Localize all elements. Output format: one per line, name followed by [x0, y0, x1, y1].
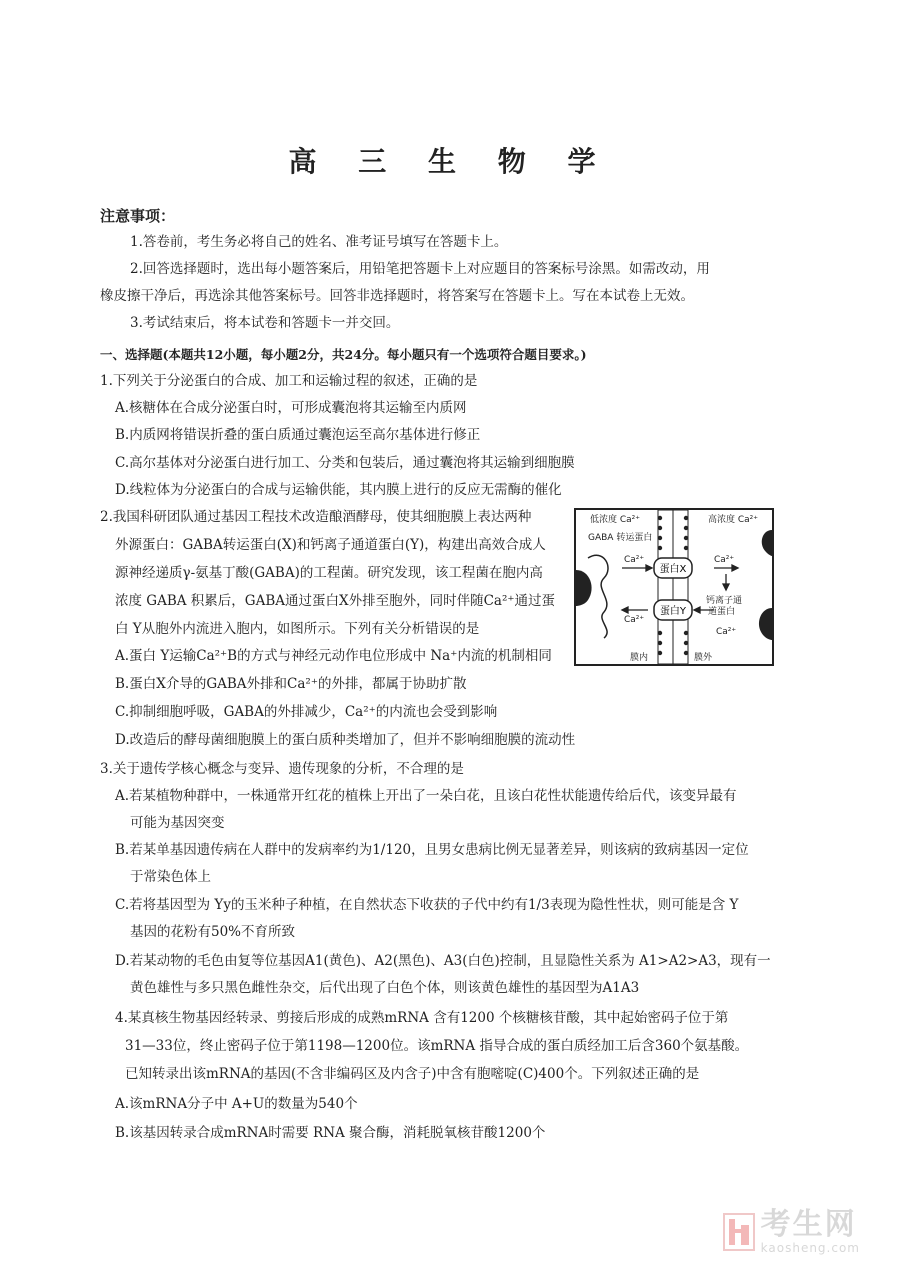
- q2-stem-5: 白 Y从胞外内流进入胞内，如图所示。下列有关分析错误的是: [115, 621, 480, 637]
- label-ca-1: Ca²⁺: [624, 555, 645, 565]
- watermark: [723, 1209, 860, 1255]
- page-title: 高 三 生 物 学: [288, 145, 612, 178]
- q1-stem: 1.下列关于分泌蛋白的合成、加工和运输过程的叙述，正确的是: [100, 373, 478, 389]
- q2-option-a: A.蛋白 Y运输Ca²⁺B的方式与神经元动作电位形成中 Na⁺内流的机制相同: [115, 648, 552, 664]
- q3-option-b-cont: 于常染色体上: [130, 869, 211, 885]
- q4-stem-3: 已知转录出该mRNA的基因(不含非编码区及内含子)中含有胞嘧啶(C)400个。下列叙述正确的是: [125, 1066, 700, 1082]
- protein-x-label: 蛋白X: [659, 564, 687, 575]
- watermark-url: kaosheng.com: [760, 1241, 860, 1255]
- label-channel-2: 道蛋白: [708, 607, 736, 617]
- label-ca-4: Ca²⁺: [716, 627, 737, 637]
- notice-item-1: 1.答卷前，考生务必将自己的姓名、准考证号填写在答题卡上。: [130, 234, 508, 250]
- notice-item-2-cont: 橡皮擦干净后，再选涂其他答案标号。回答非选择题时，将答案写在答题卡上。写在本试卷上无效。: [100, 288, 694, 304]
- membrane-transport-diagram: [574, 508, 774, 666]
- q4-option-a: A.该mRNA分子中 A+U的数量为540个: [115, 1096, 358, 1112]
- q2-stem-4: 浓度 GABA 积累后，GABA通过蛋白X外排至胞外，同时伴随Ca²⁺通过蛋: [115, 593, 556, 609]
- notice-item-3: 3.考试结束后，将本试卷和答题卡一并交回。: [130, 315, 400, 331]
- notice-heading: 注意事项：: [100, 207, 176, 225]
- q1-option-b: B.内质网将错误折叠的蛋白质通过囊泡运至高尔基体进行修正: [115, 427, 481, 443]
- q1-option-a: A.核糖体在合成分泌蛋白时，可形成囊泡将其运输至内质网: [115, 400, 467, 416]
- label-outside: 膜外: [694, 653, 713, 663]
- q3-option-d: D.若某动物的毛色由复等位基因A1(黄色)、A2(黑色)、A3(白色)控制，且显隐性关系为 A1>A2>A3，现有一: [115, 953, 771, 969]
- label-ca-2: Ca²⁺: [714, 555, 735, 565]
- q3-option-a-cont: 可能为基因突变: [130, 815, 225, 831]
- q3-option-d-cont: 黄色雄性与多只黑色雌性杂交，后代出现了白色个体，则该黄色雄性的基因型为A1A3: [130, 980, 640, 996]
- label-low-ca: 低浓度 Ca²⁺: [590, 515, 641, 525]
- q3-option-c: C.若将基因型为 Yy的玉米种子种植，在自然状态下收获的子代中约有1/3表现为隐性性状，则可能是含 Y: [115, 897, 739, 913]
- q2-stem-1: 2.我国科研团队通过基因工程技术改造酿酒酵母，使其细胞膜上表达两种: [100, 509, 532, 525]
- q4-stem-2: 31—33位，终止密码子位于第1198—1200位。该mRNA 指导合成的蛋白质经加工后含360个氨基酸。: [125, 1038, 749, 1054]
- q3-option-b: B.若某单基因遗传病在人群中的发病率约为1/120，且男女患病比例无显著差异，则该病的致病基因一定位: [115, 842, 749, 858]
- protein-y-label: 蛋白Y: [659, 606, 687, 617]
- notice-item-2: 2.回答选择题时，选出每小题答案后，用铅笔把答题卡上对应题目的答案标号涂黑。如需改动，用: [130, 261, 710, 277]
- q1-option-d: D.线粒体为分泌蛋白的合成与运输供能，其内膜上进行的反应无需酶的催化: [115, 482, 562, 498]
- q3-stem: 3.关于遗传学核心概念与变异、遗传现象的分析，不合理的是: [100, 761, 464, 777]
- label-high-ca: 高浓度 Ca²⁺: [708, 515, 759, 525]
- section-heading: 一、选择题(本题共12小题，每小题2分，共24分。每小题只有一个选项符合题目要求。): [100, 347, 587, 362]
- watermark-logo-icon: [723, 1213, 755, 1251]
- cell-membrane: [658, 510, 688, 664]
- label-inside: 膜内: [630, 653, 649, 663]
- q2-option-b: B.蛋白X介导的GABA外排和Ca²⁺的外排，都属于协助扩散: [115, 676, 467, 692]
- q2-option-d: D.改造后的酵母菌细胞膜上的蛋白质种类增加了，但并不影响细胞膜的流动性: [115, 732, 576, 748]
- q4-option-b: B.该基因转录合成mRNA时需要 RNA 聚合酶，消耗脱氧核苷酸1200个: [115, 1125, 546, 1141]
- q2-stem-2: 外源蛋白：GABA转运蛋白(X)和钙离子通道蛋白(Y)，构建出高效合成人: [115, 537, 546, 553]
- q2-stem-3: 源神经递质γ-氨基丁酸(GABA)的工程菌。研究发现，该工程菌在胞内高: [115, 565, 543, 581]
- q1-option-c: C.高尔基体对分泌蛋白进行加工、分类和包装后，通过囊泡将其运输到细胞膜: [115, 455, 575, 471]
- q2-option-c: C.抑制细胞呼吸，GABA的外排减少，Ca²⁺的内流也会受到影响: [115, 704, 498, 720]
- label-gaba-protein: GABA 转运蛋白: [588, 533, 653, 543]
- label-ca-3: Ca²⁺: [624, 615, 645, 625]
- watermark-title: 考生网: [760, 1207, 857, 1242]
- q4-stem-1: 4.某真核生物基因经转录、剪接后形成的成熟mRNA 含有1200 个核糖核苷酸，其中起始密码子位于第: [115, 1010, 729, 1026]
- q3-option-a: A.若某植物种群中，一株通常开红花的植株上开出了一朵白花，且该白花性状能遗传给后代，该变异最有: [115, 788, 737, 804]
- q3-option-c-cont: 基因的花粉有50%不育所致: [130, 924, 296, 940]
- label-channel-1: 钙离子通: [706, 596, 743, 606]
